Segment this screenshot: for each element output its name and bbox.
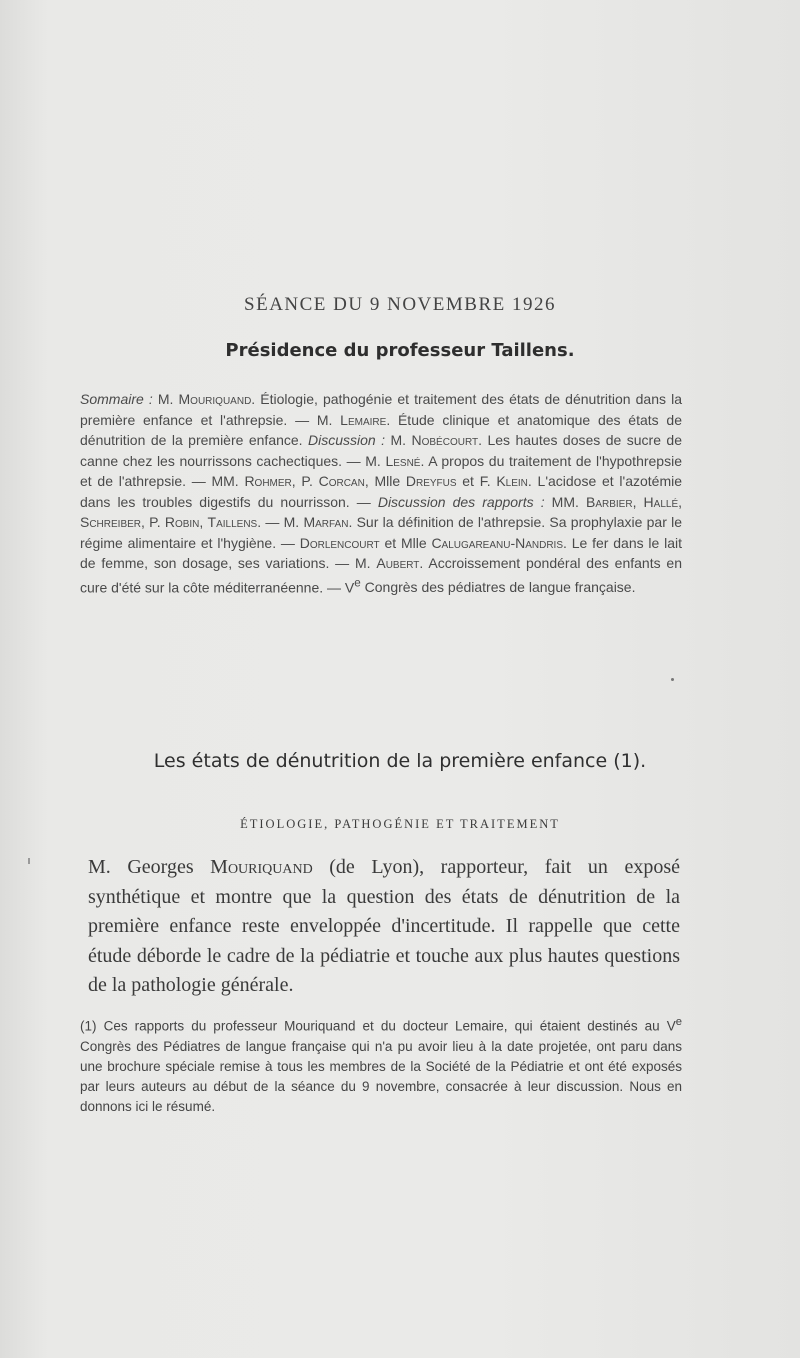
article-body: M. Georges Mouriquand (de Lyon), rapporteur, fait un exposé synthétique et montre que la question des états de dénutrition de la première enfance reste enveloppée d'incertitude. Il rappelle que cette étude déborde le cadre de la pédiatrie et touche aux plus hautes questions de la pathologie générale. (88, 856, 680, 996)
article-title: Les états de dénutrition de la première enfance (1). (153, 750, 647, 772)
sommaire-item: Dreyfus et F. (405, 473, 497, 489)
sommaire-item: Lesné. A propos du traitement de l'hypothrepsie et de l'athrepsie. — MM. (80, 452, 682, 489)
session-title: SÉANCE DU 9 NOVEMBRE 1926 (244, 294, 556, 315)
sommaire-item: Discussion : M. Nobécourt. Les hautes doses de sucre de canne chez les nourrissons cachectiques. — M. (80, 432, 683, 469)
sommaire-item: Taillens. — M. (207, 514, 304, 530)
sommaire-item: Corcan, Mlle (318, 473, 406, 489)
sommaire (80, 389, 682, 598)
footnote-mark: (1) (80, 1018, 97, 1034)
sommaire-item: Marfan. Sur la définition de l'athrepsie. Sa prophylaxie par le régime alimentaire et l'hygiène. — (80, 514, 683, 551)
sommaire-item: Discussion des rapports : MM. Barbier, (377, 493, 644, 510)
margin-mark (28, 858, 30, 864)
footnote: (1) Ces rapports du professeur Mouriquand et du docteur Lemaire, qui étaient destinés au Ve Congrès des Pédiatres de langue française qui n'a pu avoir lieu à la date projetée, ont paru dans une brochure spéciale remise à tous les membres de la Société de la Pédiatrie et ont été exposés par leurs auteurs au début de la séance du 9 novembre, consacrée à leur discussion. Nous en donnons ici le résumé. (80, 1016, 682, 1114)
sommaire-item: Robin, (164, 514, 208, 530)
sommaire-item: Klein. L'acidose et l'azotémie dans les troubles digestifs du nourrisson. — (80, 473, 682, 510)
presidence-line: Présidence du professeur Taillens. (225, 340, 575, 361)
sommaire-item: Aubert. Accroissement pondéral des enfants en cure d'été sur la côte méditerranéenne. — V (80, 555, 683, 596)
sommaire-item: Hallé, (643, 493, 683, 510)
sommaire-item: Rohmer, P. (244, 473, 319, 489)
article-subtitle: ÉTIOLOGIE, PATHOGÉNIE ET TRAITEMENT (240, 817, 560, 831)
sommaire-item: Schreiber, P. (80, 514, 165, 530)
sommaire-item: Calugareanu-Nandris. Le fer dans le lait de femme, son dosage, ses variations. — M. (80, 534, 683, 571)
sommaire-item: $^e$ Congrès des pédiatres de langue française. (354, 576, 636, 596)
sommaire-item: Dorlencourt et Mlle (299, 534, 432, 551)
footnote-ref: (1). (613, 750, 647, 772)
sommaire-lead: Sommaire : (80, 391, 153, 407)
sommaire-item: Lemaire. Étude clinique et anatomique des états de dénutrition de la première enfance. (80, 411, 682, 448)
sommaire-item: M. Mouriquand. Étiologie, pathogénie et traitement des états de dénutrition dans la première enfance et l'athrepsie. — M. (80, 391, 682, 428)
print-speck (671, 678, 674, 681)
